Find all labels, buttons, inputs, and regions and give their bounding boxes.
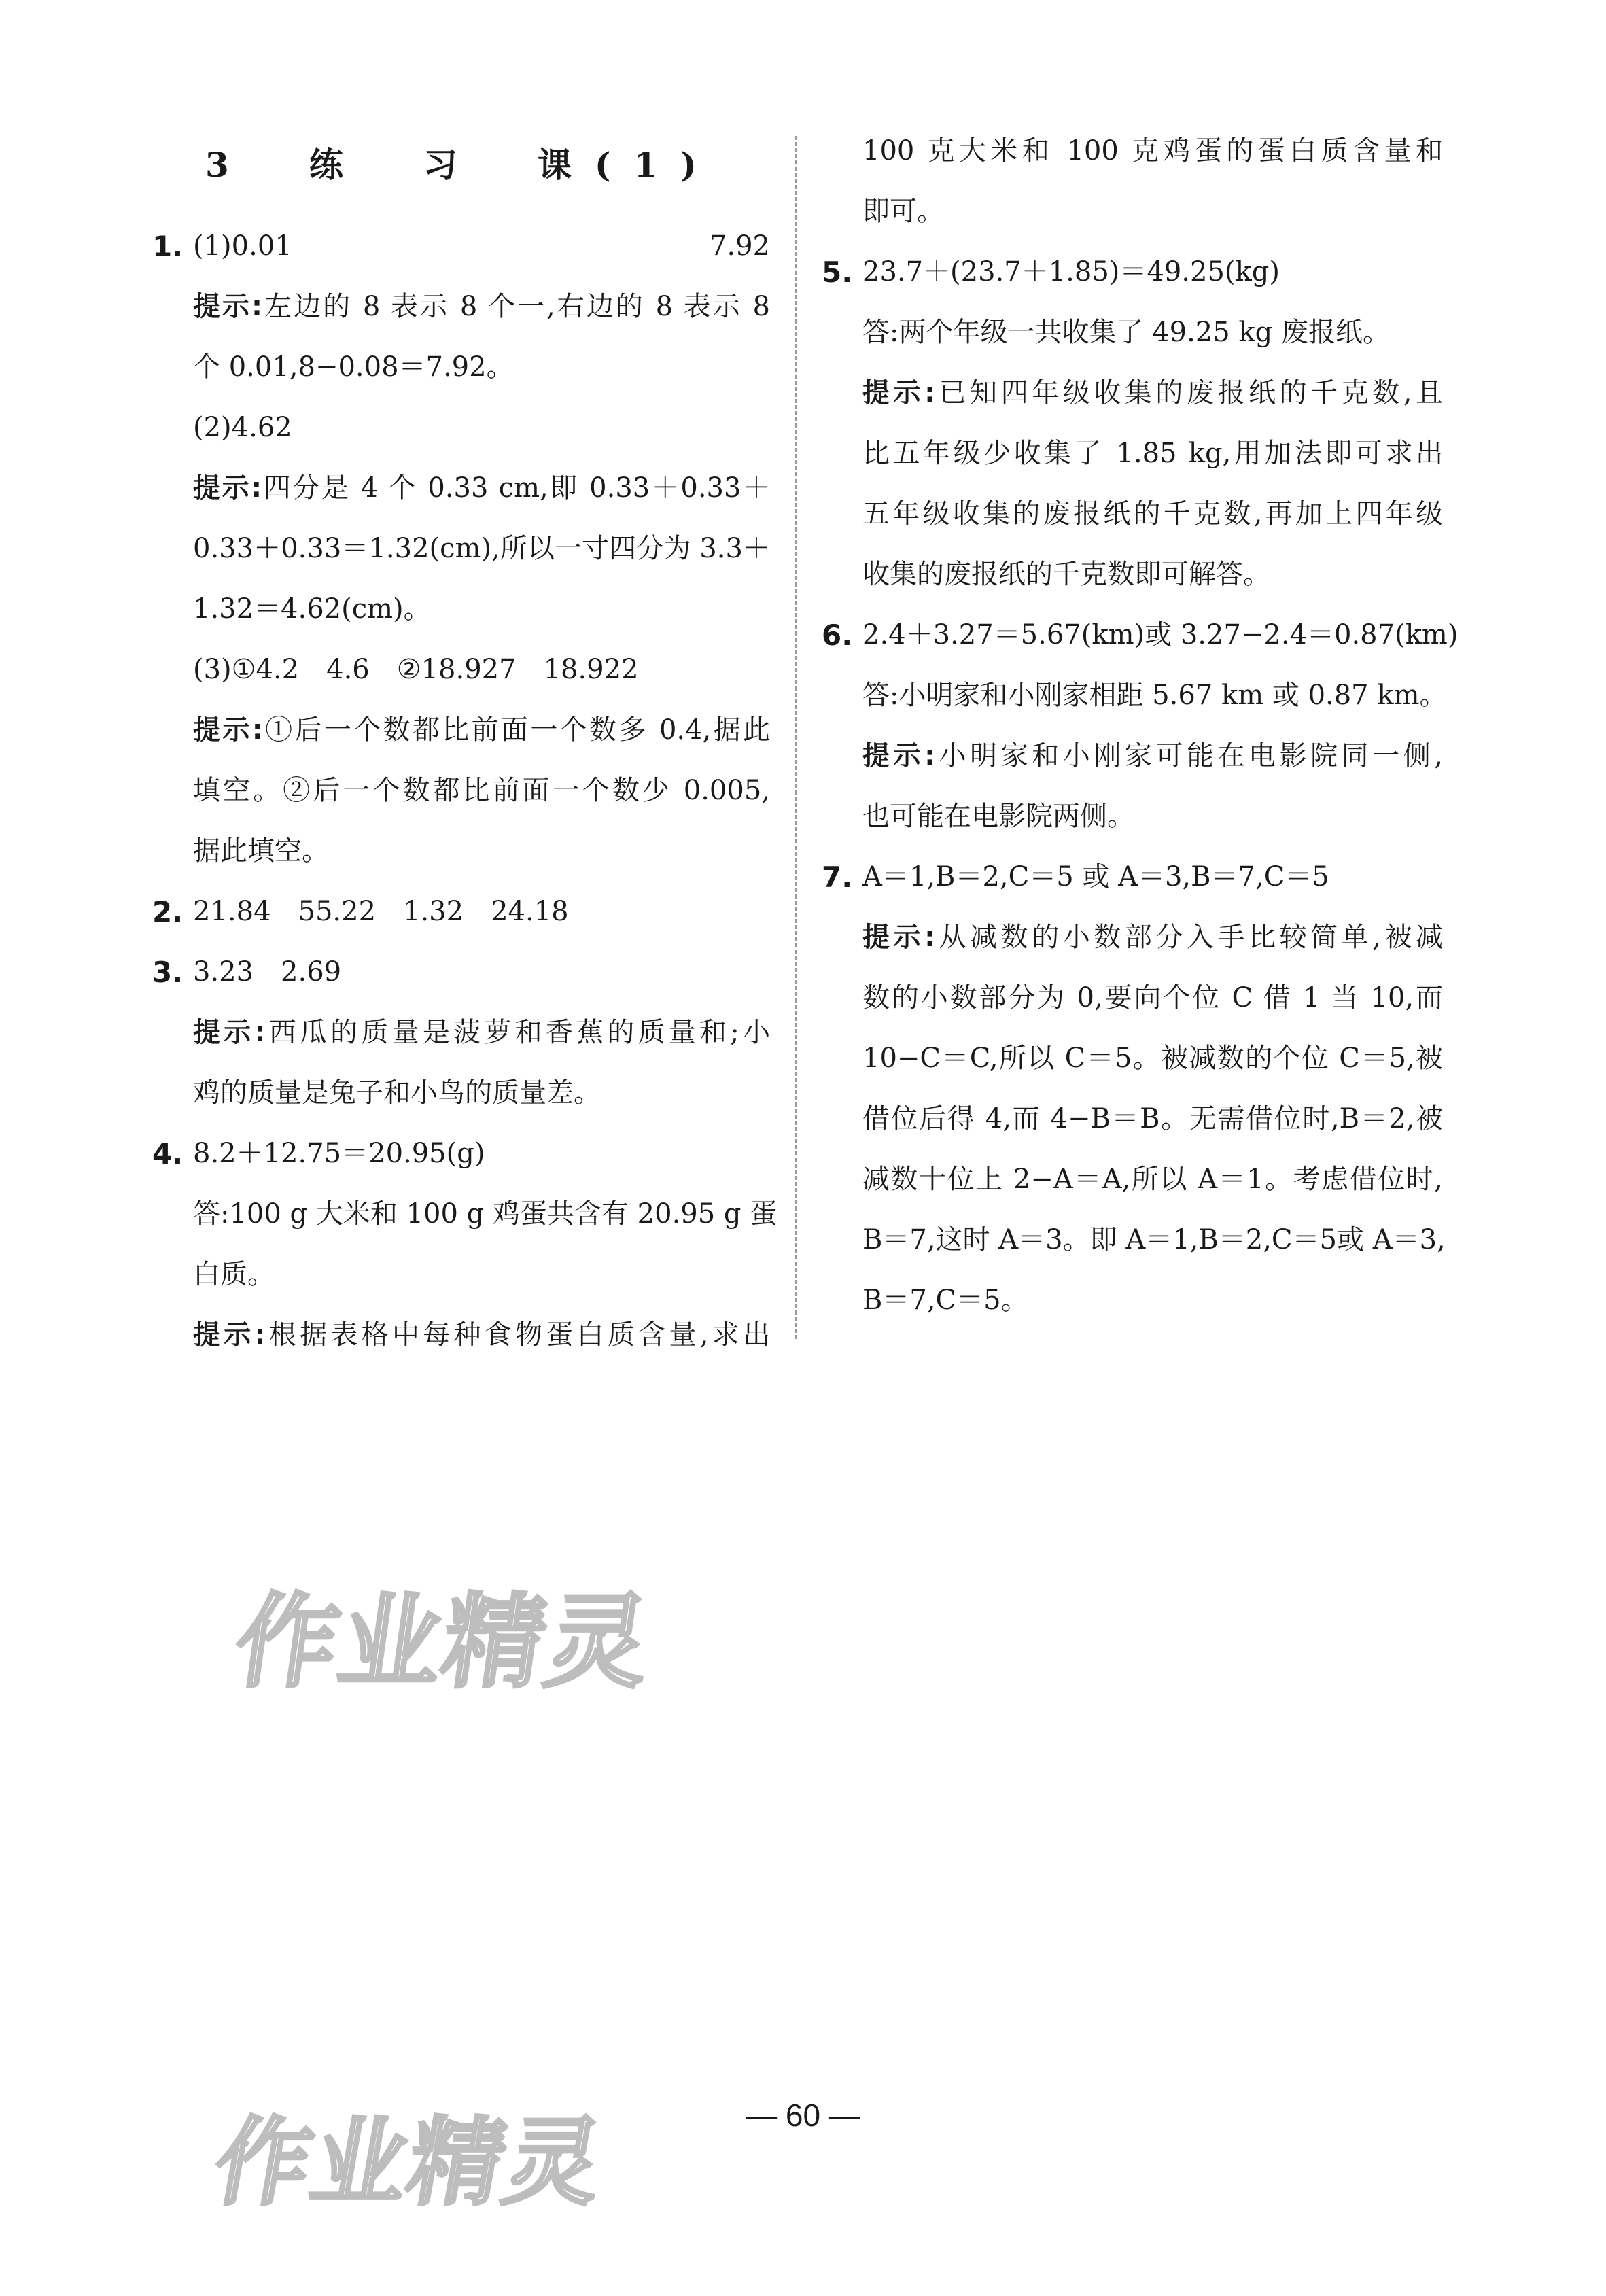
hint-line: 1.32＝4.62(cm)。 <box>193 593 431 625</box>
hint-line: 10−C＝C,所以 C＝5。被减数的个位 C＝5,被 <box>862 1043 1443 1074</box>
right-column <box>822 121 1459 1331</box>
hint-line: 提示:①后一个数都比前面一个数多 0.4,据此 <box>193 714 770 746</box>
answer-line: (1)0.01 7.92 <box>193 230 770 262</box>
hint-line: 借位后得 4,而 4−B＝B。无需借位时,B＝2,被 <box>862 1103 1443 1134</box>
question-number: 4. <box>152 1137 184 1170</box>
hint-line: 提示:左边的 8 表示 8 个一,右边的 8 表示 8 <box>193 291 771 322</box>
question-number: 2. <box>152 895 184 928</box>
question-number: 6. <box>822 619 853 652</box>
watermark-logo: 作业精灵 <box>228 1584 659 1702</box>
hint-line: 也可能在电影院两侧。 <box>862 801 1134 832</box>
hint-line: 鸡的质量是兔子和小鸟的质量差。 <box>193 1077 601 1109</box>
hint-label: 提示: <box>862 377 936 408</box>
answer-line: 8.2＋12.75＝20.95(g) <box>193 1138 485 1169</box>
hint-line: 0.33＋0.33＝1.32(cm),所以一寸四分为 3.3＋ <box>193 533 770 564</box>
question-6 <box>822 605 1459 847</box>
hint-line: 收集的废报纸的千克数即可解答。 <box>862 559 1270 590</box>
answer-line: 答:100 g 大米和 100 g 鸡蛋共含有 20.95 g 蛋 <box>193 1198 778 1230</box>
hint-line: 即可。 <box>862 196 944 227</box>
answer-line: 白质。 <box>193 1259 275 1290</box>
answer-line: 3.23 2.69 <box>193 956 342 988</box>
question-number: 7. <box>822 860 853 894</box>
question-7 <box>822 847 1446 1331</box>
question-1 <box>152 216 771 882</box>
watermark-logo: 作业精灵 <box>206 2108 612 2219</box>
answer-line: 23.7＋(23.7＋1.85)＝49.25(kg) <box>862 256 1280 288</box>
hint-label: 提示: <box>193 714 263 746</box>
hint-line: 100 克大米和 100 克鸡蛋的蛋白质含量和 <box>862 135 1443 167</box>
hint-label: 提示: <box>193 1017 266 1048</box>
answer-line: (3)①4.2 4.6 ②18.927 18.922 <box>193 654 639 685</box>
answer-line: 2.4＋3.27＝5.67(km)或 3.27−2.4＝0.87(km) <box>862 619 1459 650</box>
hint-label: 提示: <box>862 922 936 953</box>
section-title: 3 练 习 课(1) <box>205 145 720 185</box>
hint-label: 提示: <box>193 1319 266 1351</box>
question-4 <box>152 1124 778 1366</box>
hint-line: 提示:根据表格中每种食物蛋白质含量,求出 <box>193 1319 771 1351</box>
answer-line: A＝1,B＝2,C＝5 或 A＝3,B＝7,C＝5 <box>862 861 1329 892</box>
hint-label: 提示: <box>862 740 936 771</box>
question-number: 1. <box>152 230 184 263</box>
hint-line: B＝7,C＝5。 <box>862 1285 1028 1316</box>
answer-line: 21.84 55.22 1.32 24.18 <box>193 896 569 927</box>
answer-line: 答:小明家和小刚家相距 5.67 km 或 0.87 km。 <box>862 680 1447 711</box>
question-2 <box>152 882 770 942</box>
question-4-continued <box>824 121 1443 242</box>
hint-line: 提示:从减数的小数部分入手比较简单,被减 <box>862 922 1444 953</box>
question-number: 3. <box>152 956 184 989</box>
hint-line: 提示:已知四年级收集的废报纸的千克数,且 <box>862 377 1444 408</box>
answer-line: (2)4.62 <box>193 412 292 443</box>
column-divider <box>795 136 797 1339</box>
hint-line: 提示:小明家和小刚家可能在电影院同一侧, <box>862 740 1444 771</box>
hint-line: 减数十位上 2−A＝A,所以 A＝1。考虑借位时, <box>862 1164 1443 1195</box>
hint-line: 个 0.01,8−0.08＝7.92。 <box>193 351 514 383</box>
hint-line: 填空。②后一个数都比前面一个数少 0.005, <box>193 775 770 806</box>
hint-line: 提示:西瓜的质量是菠萝和香蕉的质量和;小 <box>193 1017 771 1048</box>
question-3 <box>152 942 771 1124</box>
answer-line: 答:两个年级一共收集了 49.25 kg 废报纸。 <box>862 317 1390 348</box>
hint-label: 提示: <box>193 472 262 504</box>
hint-label: 提示: <box>193 291 263 322</box>
hint-line: 数的小数部分为 0,要向个位 C 借 1 当 10,而 <box>862 982 1443 1013</box>
page-number: — 60 — <box>746 2098 860 2133</box>
hint-line: B＝7,这时 A＝3。即 A＝1,B＝2,C＝5或 A＝3, <box>862 1224 1446 1255</box>
hint-line: 提示:四分是 4 个 0.33 cm,即 0.33＋0.33＋ <box>193 472 771 504</box>
question-number: 5. <box>822 256 853 289</box>
left-column <box>152 121 778 1366</box>
hint-line: 比五年级少收集了 1.85 kg,用加法即可求出 <box>862 438 1443 469</box>
hint-line: 据此填空。 <box>193 835 329 867</box>
question-5 <box>824 242 1443 605</box>
hint-line: 五年级收集的废报纸的千克数,再加上四年级 <box>862 498 1443 529</box>
